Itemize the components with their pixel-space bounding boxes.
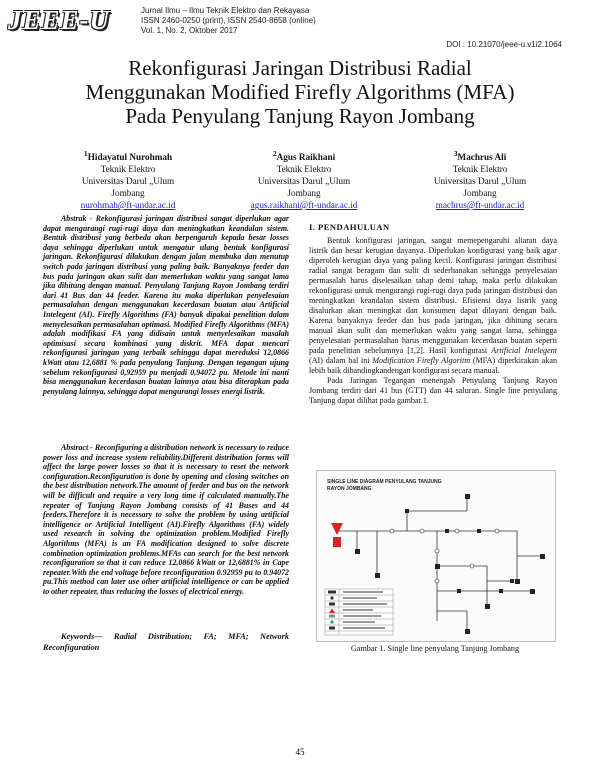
title-line: Pada Penyulang Tanjung Rayon Jombang [125, 104, 475, 128]
paper-title [30, 56, 570, 128]
author-1 [38, 148, 218, 211]
keywords-block [43, 632, 289, 653]
abstract-block [43, 443, 289, 597]
author-email[interactable]: nurohmah@ft-undar.ac.id [80, 200, 176, 211]
author-dept: Teknik Elektro [276, 164, 332, 175]
source-symbol [331, 523, 343, 535]
title-line: Menggunakan Modified Firefly Algorithms (MFA) [85, 80, 515, 104]
diagram-header-1: SINGLE LINE DIAGRAM PENYULANG TANJUNG [327, 479, 442, 485]
abstrak-text: Abstrak - Rekonfigurasi jaringan distribusi sangat diperlukan agar dapat mengurangi rugi-rugi daya dan meningkatkan keandalan sistem. Bentuk distribusi yang berbeda akan berpengaruh kepada besar losses daya sehingga diperlukan untuk mengatur ulang bentuk konfigurasi jaringan. Rekonfigurasi dilakukan dengan jalan membuka dan menutup switch pada jaringan distribusi yang paling baik. Banyaknya feeder dan bus pada jaringan akan sulit dan memerlukan waktu yang sangat lama jika dihitung dengan manual. Penyulang Tanjung Rayon Jombang terdiri dari 41 Bus dan 44 feeder. Karena itu maka diperlukan penyelesaian permasalahan dengan menggunakan kecerdasan buatan atau Artificial Intelegent (AI). Firefly Algorithms (FA) banyak dipakai penelitian dalam menyelesaikan permasalahan optimasi. Modified Firefly Algorithms (MFA) adalah modifikasi FA yang didisain untuk menyelesaikan masalah optimisasi secara kombinasi yang diskrit. MFA dapat mencari rekonfigurasi jaringan yang terbaik sehingga dapat mereduksi 12,0866 kWatt atau 12,6881 % pada penyulang Tanjung. Dengan tegangan ujung sebelum rekonfigurasi 0,92959 pu menjadi 0,94072 pu. Metode ini nanti bisa menggunakan kecerdasan buatan lainnya atau bisa diterapkan pada penyulang lainnya, sehingga dapat mengurangi losses energi listrik. [43, 214, 290, 396]
author-city: Jombang [111, 188, 145, 199]
journal-name: Jurnal Ilmu – Ilmu Teknik Elektro dan Rekayasa [141, 6, 310, 15]
journal-logo: JEEE-U [8, 5, 111, 35]
author-name: $^3$Machrus Ali [453, 149, 507, 163]
section-heading: I. PENDAHULUAN [309, 222, 390, 232]
author-inst: Universitas Darul „Ulum [257, 176, 351, 187]
diagram-header-2: RAYON JOMBANG [327, 486, 372, 492]
author-2 [214, 148, 394, 211]
diagram-svg [317, 471, 555, 641]
author-name: $^2$Agus Raikhani [272, 149, 336, 163]
author-email[interactable]: machrus@ft-undar.ac.id [435, 200, 525, 211]
page-number: 45 [295, 747, 305, 757]
keywords-text: Keywords— Radial Distribution; FA; MFA; Network Reconfiguration [43, 632, 289, 652]
author-3 [390, 148, 570, 211]
author-name: $^1$Hidayatul Nurohmah [83, 149, 173, 163]
author-email[interactable]: agus.raikhani@ft-undar.ac.id [250, 200, 358, 211]
journal-issn: ISSN 2460-0250 (print), ISSN 2540-8658 (online) [141, 16, 316, 25]
author-dept: Teknik Elektro [452, 164, 508, 175]
author-dept: Teknik Elektro [100, 164, 156, 175]
journal-volume: Vol. 1, No. 2, Oktober 2017 [141, 26, 238, 35]
abstrak-block [43, 214, 289, 396]
figure-caption: Gambar 1. Single line penyulang Tanjung Jombang [350, 644, 520, 653]
author-city: Jombang [287, 188, 321, 199]
author-inst: Universitas Darul „Ulum [433, 176, 527, 187]
single-line-diagram [316, 470, 556, 642]
abstract-text: Abstract - Reconfiguring a distribution network is necessary to reduce power loss and increase system reliability.Different distribution forms will affect the large power losses so that it is necessary to reset the network configuration.Reconfiguration is done by opening and closing switches on the best distribution network.The amount of feeder and bus on the network will be difficult and require a very long time if calculated manually.The repeater of Tanjung Rayon Jombang consists of 41 Buses and 44 feeders.Therefore it is necessary to solve the problem by using artificial intelligence or Artificial Intelligent (AI).Firefly Algorithms (FA) widely used research in solving the optimization problem.Modified Firefly Algorithms (MFA) is an FA modification designed to solve discrete combination optimization problems.MFAs can search for the best network reconfiguration so that it can reduce 12,0866 kWatt or 12,6881% in Cape repeater.With the end voltage before reconfiguration 0.92959 pu to 0.94072 pu.This method can later use other artificial intelligence or can be applied to other repeater, thus reducing the losses of electrical energy. [43, 443, 289, 596]
intro-paragraph-2: Pada Jaringan Tegangan menengah Penyulang Tanjung Rayon Jombang terdiri dari 41 bus (GTT) dan 44 saluran. Single line penyulang Tanjung dapat dilihat pada gambar.1. [309, 376, 557, 405]
doi[interactable]: DOI : 10.21070/jeee-u.v1i2.1064 [446, 40, 562, 49]
author-inst: Universitas Darul „Ulum [81, 176, 175, 187]
section-pendahuluan [309, 222, 557, 406]
journal-info [141, 6, 316, 36]
intro-paragraph-1: Bentuk konfigurasi jaringan, sangat memepengaruhi aliaran daya listrik dan besar kerugian dayanya. Diperlukan konfigurasi yang baik agar diperoleh kerugian daya yang paling kecil. Konfigurasi jaringan distribusi radial sangat beragam dan sulit di sederhanakan sehingga penyelesaian permasalah harus diselesaikan tahap demi tahap, maka perlu dilakukan rekonfigurasi untuk mengurangi rugi-rugi daya pada jaringan distribusi dan meningkatkan keandalan sistem distribusi. Efisiensi daya listrik yang disalurkan akan meningkat dan konsumen dapat dilayani dengan baik. Karena banyaknya feeder dan bus pada jaringan, jika dihitung secara manual akan sulit dan memerlukan waktu yang sangat lama, sehingga penyelesaian permasalahan harus menggunakan kecerdasan buatan seperti pada penelitian sebelumnya [1,2]. Hasil konfigurasi Artificial Intelegent (AI) dalam hal ini Modification Firefly Algoritm (MFA) diperkirakan akan lebih baik dibandingkandengan konfigurasi secara manual. [309, 236, 557, 375]
title-line: Rekonfigurasi Jaringan Distribusi Radial [128, 56, 472, 80]
author-city: Jombang [463, 188, 497, 199]
